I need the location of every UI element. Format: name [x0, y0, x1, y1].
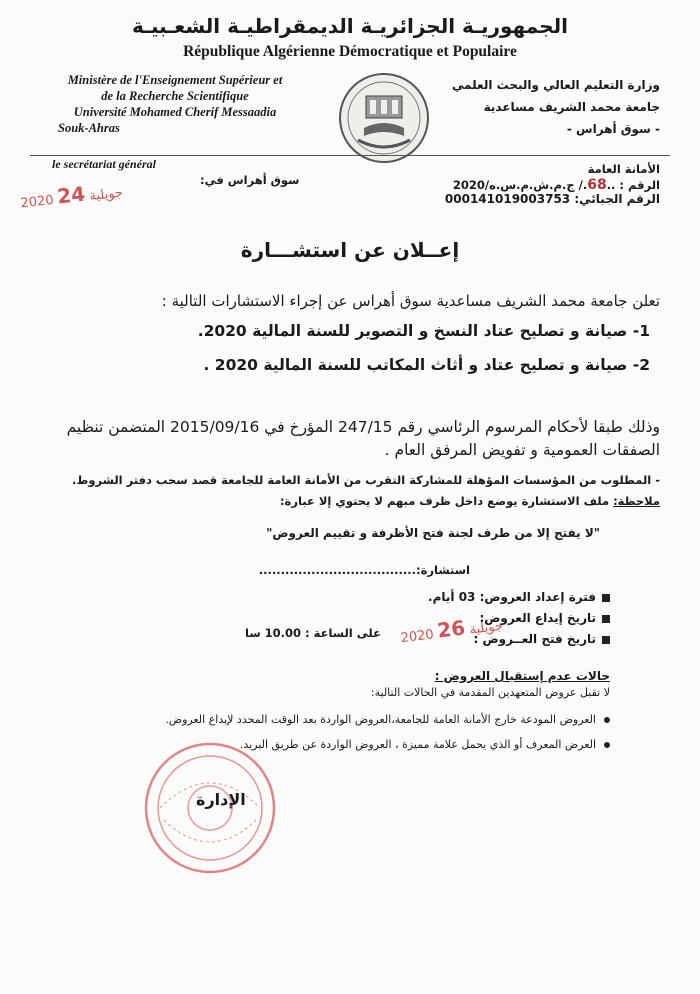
tax-label: الرقم الجبائي:	[574, 192, 660, 206]
fact-text: تاريخ فتح العــروض :	[473, 632, 596, 646]
stamp-day: 26	[435, 615, 467, 643]
square-bullet-icon	[602, 615, 610, 623]
republic-title-ar: الجمهوريـة الجزائريـة الديمقراطيـة الشعـبيـة	[132, 14, 568, 38]
ref-handwritten-number: 68	[587, 177, 607, 193]
note-label: ملاحظة:	[613, 494, 660, 508]
bullet-icon	[604, 717, 610, 723]
fact-text: فترة إعداد العروض: 03 أيام.	[428, 590, 596, 604]
tax-value: 000141019003753	[444, 192, 571, 206]
consultation-item: 1- صيانة و تصليح عتاد النسخ و التصوير للسنة المالية 2020.	[197, 322, 650, 340]
city-line: Souk-Ahras	[58, 121, 120, 135]
bullet-icon	[604, 742, 610, 748]
general-secretariat-ar: الأمانة العامة	[587, 162, 660, 176]
ministry-block-ar	[440, 74, 660, 140]
consultation-line: استشارة:....................................	[258, 563, 470, 577]
republic-title-fr: République Algérienne Démocratique et Populaire	[183, 43, 517, 60]
university-line: جامعة محمد الشريف مساعدية	[483, 100, 660, 114]
stamp-day: 24	[56, 181, 87, 209]
ministry-line: de la Recherche Scientifique	[101, 89, 249, 103]
opening-time: على الساعة : 10.00 سا	[245, 626, 381, 640]
ministry-line: Ministère de l'Enseignement Supérieur et	[67, 73, 283, 87]
ministry-line: وزارة التعليم العالي والبحث العلمي	[451, 78, 660, 92]
intro-paragraph: تعلن جامعة محمد الشريف مساعدية سوق أهراس عن إجراء الاستشارات التالية :	[161, 292, 660, 310]
legal-paragraph: وذلك طبقا لأحكام المرسوم الرئاسي رقم 247/15 المؤرخ في 2015/09/16 المتضمن تنظيم الصفقات العمومية و تفويض المرفق العام .	[66, 418, 660, 459]
case-text: العرض المعرف أو الذي يحمل علامة مميزة ، العروض الواردة عن طريق البريد.	[239, 738, 596, 751]
date-place-label: سوق أهراس في:	[200, 173, 300, 187]
ref-suffix: ./ ج.م.ش.م.س.ه/2020	[452, 178, 588, 192]
square-bullet-icon	[602, 636, 610, 644]
rejection-cases-intro: لا تقبل عروض المتعهدين المقدمة في الحالات التالية:	[370, 686, 610, 699]
note-line	[280, 494, 660, 508]
square-bullet-icon	[602, 594, 610, 602]
stamp-month: جويلية	[88, 185, 124, 205]
reference-number	[453, 177, 660, 193]
rejection-cases-title: حالات عدم إستقبال العروض :	[434, 669, 610, 683]
date-stamp-1	[19, 178, 124, 213]
header-divider	[30, 155, 670, 156]
stamp-month: جويلية	[468, 618, 504, 638]
envelope-quote: "لا يفتح إلا من طرف لجنة فتح الأظرفة و تقييم العروض"	[266, 526, 600, 540]
secretariat-label-fr: le secrétariat général	[52, 157, 156, 171]
tax-number	[445, 192, 660, 206]
university-logo	[336, 70, 432, 166]
ref-label: الرقم : ..	[606, 178, 660, 192]
stamp-year: 2020	[19, 192, 55, 212]
city-line: - سوق أهراس -	[566, 122, 660, 136]
rejection-case	[240, 738, 610, 751]
case-text: العروض المودعة خارج الأمانة العامة للجامعة،العروض الواردة بعد الوقت المحدد لإيداع العروض.	[165, 713, 596, 726]
ministry-block-fr	[40, 72, 310, 136]
document-title: إعــلان عن استشـــارة	[240, 238, 460, 262]
university-line: Université Mohamed Cherif Messaadia	[73, 105, 277, 119]
signature-administration: الإدارة	[196, 790, 246, 809]
stamp-year: 2020	[399, 627, 435, 647]
note-text: ملف الاستشارة يوضع داخل ظرف مبهم لا يحتوي إلا عبارة:	[279, 494, 614, 508]
rejection-case	[165, 713, 610, 726]
fact-text: تاريخ إيداع العروض:	[479, 611, 596, 625]
requirement-line: - المطلوب من المؤسسات المؤهلة للمشاركة التقرب من الأمانة العامة للجامعة قصد سحب دفتر الشروط.	[72, 473, 660, 487]
fact-prep-period	[428, 590, 610, 604]
consultation-item: 2- صيانة و تصليح عتاد و أثاث المكاتب للسنة المالية 2020 .	[203, 356, 650, 374]
